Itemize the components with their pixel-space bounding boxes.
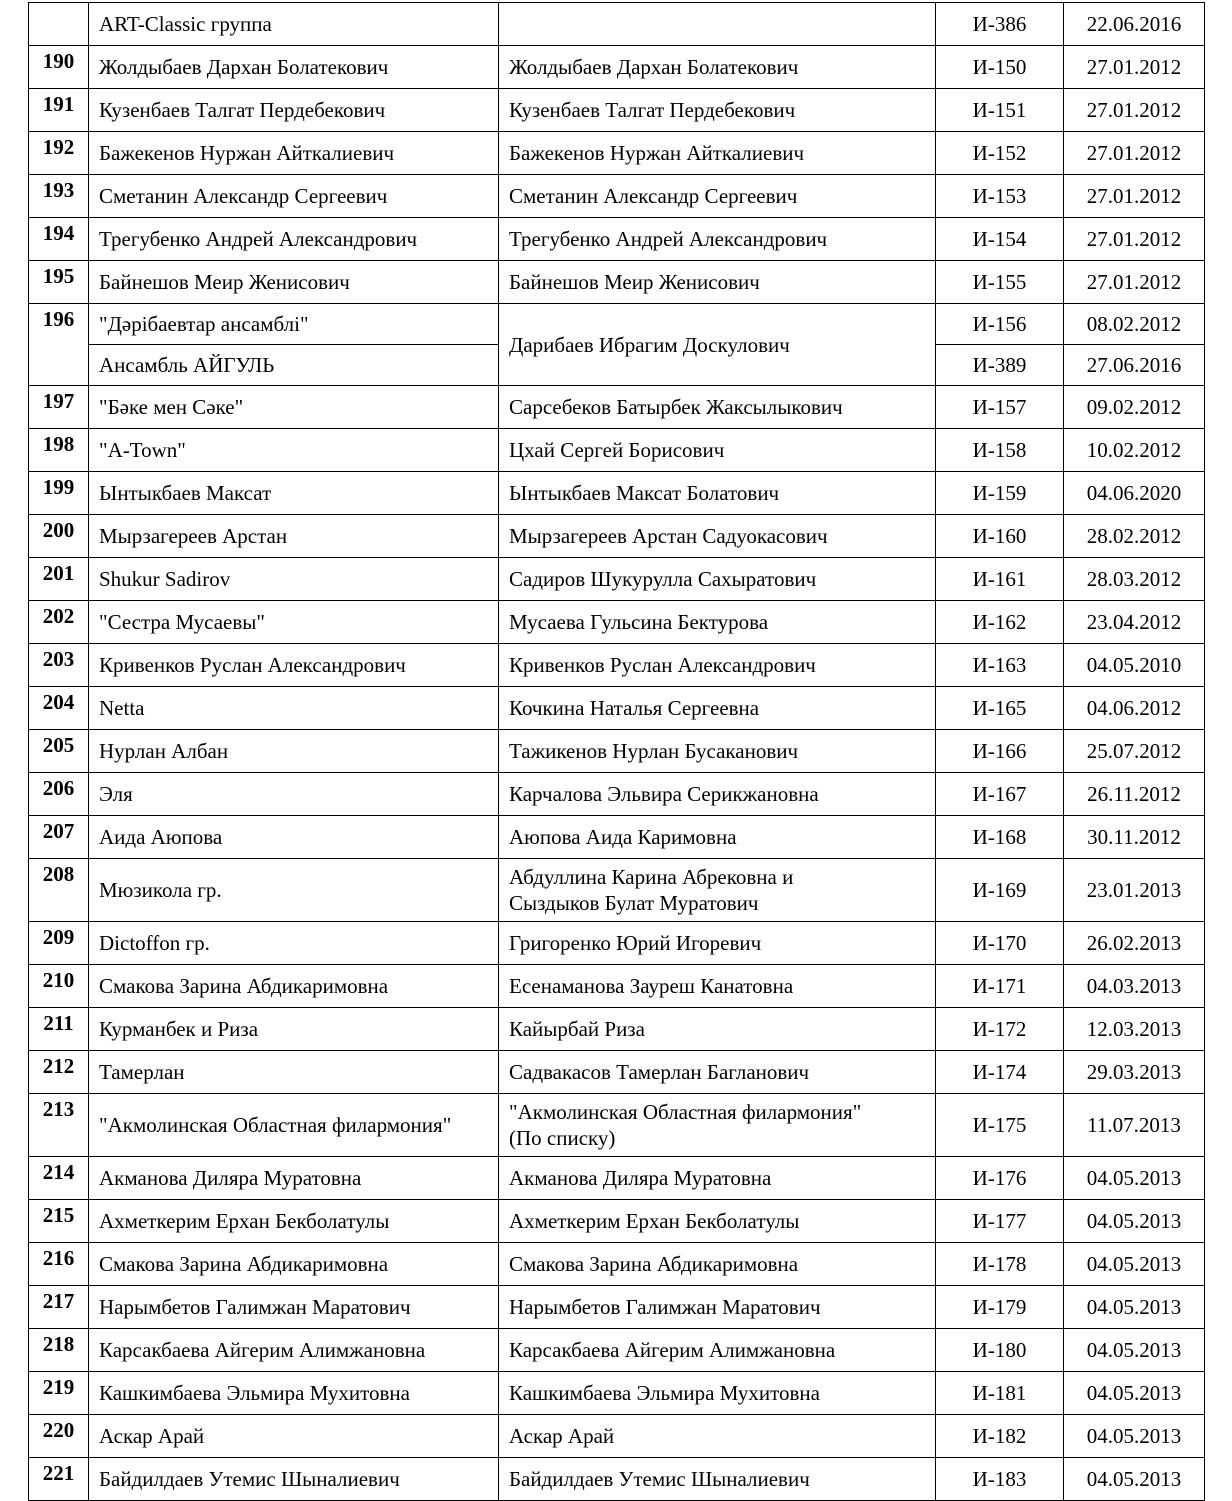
registration-code: И-389: [936, 345, 1064, 386]
registration-date: 26.11.2012: [1064, 773, 1205, 816]
performer-name: Мырзагереев Арстан: [89, 515, 499, 558]
performer-name: Курманбек и Риза: [89, 1008, 499, 1051]
rights-holder: Садиров Шукурулла Сахыратович: [499, 558, 936, 601]
table-row: [29, 1243, 1205, 1286]
performer-name: Ансамбль АЙГУЛЬ: [89, 345, 499, 386]
row-number: 205: [29, 730, 89, 773]
rights-holder: Байнешов Меир Женисович: [499, 261, 936, 304]
table-row: [29, 601, 1205, 644]
row-number: 202: [29, 601, 89, 644]
row-number: 218: [29, 1329, 89, 1372]
table-row: [29, 730, 1205, 773]
registration-code: И-179: [936, 1286, 1064, 1329]
table-row: [29, 1094, 1205, 1157]
registration-date: 25.07.2012: [1064, 730, 1205, 773]
performer-name: Dictoffon гр.: [89, 922, 499, 965]
registration-code: И-157: [936, 386, 1064, 429]
rights-holder: Цхай Сергей Борисович: [499, 429, 936, 472]
registration-code: И-159: [936, 472, 1064, 515]
row-number: 214: [29, 1157, 89, 1200]
table-row: [29, 218, 1205, 261]
row-number: 194: [29, 218, 89, 261]
row-number: 200: [29, 515, 89, 558]
registration-code: И-170: [936, 922, 1064, 965]
registration-date: 04.03.2013: [1064, 965, 1205, 1008]
row-number: 219: [29, 1372, 89, 1415]
registration-date: 04.05.2013: [1064, 1415, 1205, 1458]
row-number: 199: [29, 472, 89, 515]
performer-name: Нарымбетов Галимжан Маратович: [89, 1286, 499, 1329]
row-number: 193: [29, 175, 89, 218]
registration-code: И-168: [936, 816, 1064, 859]
registration-date: 11.07.2013: [1064, 1094, 1205, 1157]
performer-name: Смакова Зарина Абдикаримовна: [89, 1243, 499, 1286]
registration-date: 30.11.2012: [1064, 816, 1205, 859]
table-row: [29, 773, 1205, 816]
registration-date: 23.01.2013: [1064, 859, 1205, 922]
performer-name: Эля: [89, 773, 499, 816]
row-number: [29, 3, 89, 46]
registration-code: И-151: [936, 89, 1064, 132]
rights-holder: Трегубенко Андрей Александрович: [499, 218, 936, 261]
registry-table: [28, 2, 1205, 1501]
table-row: [29, 1051, 1205, 1094]
registration-code: И-183: [936, 1458, 1064, 1501]
row-number: 221: [29, 1458, 89, 1501]
registration-date: 04.05.2010: [1064, 644, 1205, 687]
performer-name: ART-Classic группа: [89, 3, 499, 46]
registration-code: И-167: [936, 773, 1064, 816]
registration-code: И-182: [936, 1415, 1064, 1458]
table-row: [29, 386, 1205, 429]
performer-name: Бажекенов Нуржан Айткалиевич: [89, 132, 499, 175]
table-row: [29, 1157, 1205, 1200]
registration-date: 23.04.2012: [1064, 601, 1205, 644]
row-number: 190: [29, 46, 89, 89]
row-number: 215: [29, 1200, 89, 1243]
rights-holder: Есенаманова Зауреш Канатовна: [499, 965, 936, 1008]
rights-holder: Бажекенов Нуржан Айткалиевич: [499, 132, 936, 175]
table-row: [29, 46, 1205, 89]
table-row: [29, 1329, 1205, 1372]
performer-name: Кривенков Руслан Александрович: [89, 644, 499, 687]
registration-date: 27.01.2012: [1064, 89, 1205, 132]
registration-code: И-158: [936, 429, 1064, 472]
rights-holder: Акманова Диляра Муратовна: [499, 1157, 936, 1200]
registration-date: 27.01.2012: [1064, 46, 1205, 89]
rights-holder: Жолдыбаев Дархан Болатекович: [499, 46, 936, 89]
registration-code: И-155: [936, 261, 1064, 304]
table-row: [29, 558, 1205, 601]
row-number: 220: [29, 1415, 89, 1458]
table-row: [29, 175, 1205, 218]
registration-date: 04.05.2013: [1064, 1286, 1205, 1329]
registration-code: И-166: [936, 730, 1064, 773]
registration-code: И-178: [936, 1243, 1064, 1286]
rights-holder: Аскар Арай: [499, 1415, 936, 1458]
table-row: [29, 261, 1205, 304]
table-row: [29, 816, 1205, 859]
performer-name: Байдилдаев Утемис Шыналиевич: [89, 1458, 499, 1501]
row-number: 217: [29, 1286, 89, 1329]
performer-name: Ынтыкбаев Максат: [89, 472, 499, 515]
table-row: [29, 922, 1205, 965]
registration-code: И-180: [936, 1329, 1064, 1372]
registration-date: 04.06.2020: [1064, 472, 1205, 515]
registration-code: И-386: [936, 3, 1064, 46]
performer-name: Shukur Sadirov: [89, 558, 499, 601]
performer-name: Аида Аюпова: [89, 816, 499, 859]
rights-holder: Садвакасов Тамерлан Багланович: [499, 1051, 936, 1094]
registration-date: 04.06.2012: [1064, 687, 1205, 730]
rights-holder: Аюпова Аида Каримовна: [499, 816, 936, 859]
rights-holder: Кривенков Руслан Александрович: [499, 644, 936, 687]
registration-code: И-177: [936, 1200, 1064, 1243]
rights-holder: "Акмолинская Областная филармония" (По списку): [499, 1094, 936, 1157]
registration-date: 04.05.2013: [1064, 1329, 1205, 1372]
row-number: 198: [29, 429, 89, 472]
rights-holder: Абдуллина Карина Абрековна и Сыздыков Булат Муратович: [499, 859, 936, 922]
registration-code: И-165: [936, 687, 1064, 730]
table-row: [29, 687, 1205, 730]
performer-name: Ахметкерим Ерхан Бекболатулы: [89, 1200, 499, 1243]
rights-holder: Кашкимбаева Эльмира Мухитовна: [499, 1372, 936, 1415]
registration-date: 27.06.2016: [1064, 345, 1205, 386]
table-row: [29, 515, 1205, 558]
table-row: [29, 89, 1205, 132]
registry-table-body: [29, 3, 1205, 1501]
performer-name: "Дәрібаевтар ансамблі": [89, 304, 499, 345]
row-number: 208: [29, 859, 89, 922]
registration-date: 10.02.2012: [1064, 429, 1205, 472]
rights-holder: Карсакбаева Айгерим Алимжановна: [499, 1329, 936, 1372]
rights-holder: Тажикенов Нурлан Бусаканович: [499, 730, 936, 773]
registration-code: И-162: [936, 601, 1064, 644]
row-number: 196: [29, 304, 89, 386]
rights-holder: Байдилдаев Утемис Шыналиевич: [499, 1458, 936, 1501]
registration-date: 27.01.2012: [1064, 132, 1205, 175]
table-row: [29, 1458, 1205, 1501]
table-row: [29, 429, 1205, 472]
performer-name: Кашкимбаева Эльмира Мухитовна: [89, 1372, 499, 1415]
registration-date: 28.03.2012: [1064, 558, 1205, 601]
performer-name: Карсакбаева Айгерим Алимжановна: [89, 1329, 499, 1372]
performer-name: "Сестра Мусаевы": [89, 601, 499, 644]
row-number: 209: [29, 922, 89, 965]
row-number: 197: [29, 386, 89, 429]
registration-code: И-153: [936, 175, 1064, 218]
rights-holder: Кузенбаев Талгат Пердебекович: [499, 89, 936, 132]
rights-holder: Ахметкерим Ерхан Бекболатулы: [499, 1200, 936, 1243]
rights-holder: Дарибаев Ибрагим Доскулович: [499, 304, 936, 386]
row-number: 212: [29, 1051, 89, 1094]
registration-code: И-171: [936, 965, 1064, 1008]
row-number: 203: [29, 644, 89, 687]
table-row: [29, 3, 1205, 46]
rights-holder: Сарсебеков Батырбек Жаксылыкович: [499, 386, 936, 429]
rights-holder: Кайырбай Риза: [499, 1008, 936, 1051]
row-number: 211: [29, 1008, 89, 1051]
performer-name: Трегубенко Андрей Александрович: [89, 218, 499, 261]
performer-name: "Бәке мен Сәке": [89, 386, 499, 429]
registration-date: 12.03.2013: [1064, 1008, 1205, 1051]
registration-date: 28.02.2012: [1064, 515, 1205, 558]
rights-holder: Карчалова Эльвира Серикжановна: [499, 773, 936, 816]
registration-code: И-150: [936, 46, 1064, 89]
registration-date: 29.03.2013: [1064, 1051, 1205, 1094]
registration-date: 04.05.2013: [1064, 1243, 1205, 1286]
row-number: 210: [29, 965, 89, 1008]
registration-code: И-175: [936, 1094, 1064, 1157]
row-number: 192: [29, 132, 89, 175]
rights-holder: Ынтыкбаев Максат Болатович: [499, 472, 936, 515]
performer-name: Сметанин Александр Сергеевич: [89, 175, 499, 218]
table-row: [29, 644, 1205, 687]
rights-holder: Сметанин Александр Сергеевич: [499, 175, 936, 218]
table-row: [29, 965, 1205, 1008]
row-number: 207: [29, 816, 89, 859]
row-number: 206: [29, 773, 89, 816]
registration-date: 04.05.2013: [1064, 1458, 1205, 1501]
registration-date: 04.05.2013: [1064, 1200, 1205, 1243]
rights-holder: Нарымбетов Галимжан Маратович: [499, 1286, 936, 1329]
table-row: [29, 1372, 1205, 1415]
registration-date: 27.01.2012: [1064, 218, 1205, 261]
performer-name: Аскар Арай: [89, 1415, 499, 1458]
performer-name: Смакова Зарина Абдикаримовна: [89, 965, 499, 1008]
rights-holder: Мусаева Гульсина Бектурова: [499, 601, 936, 644]
table-row: [29, 1415, 1205, 1458]
performer-name: Нурлан Албан: [89, 730, 499, 773]
table-row: [29, 1200, 1205, 1243]
registration-date: 08.02.2012: [1064, 304, 1205, 345]
registration-date: 04.05.2013: [1064, 1157, 1205, 1200]
registration-date: 04.05.2013: [1064, 1372, 1205, 1415]
registration-date: 22.06.2016: [1064, 3, 1205, 46]
row-number: 213: [29, 1094, 89, 1157]
rights-holder: Григоренко Юрий Игоревич: [499, 922, 936, 965]
table-row: [29, 859, 1205, 922]
table-row: [29, 304, 1205, 345]
registration-code: И-172: [936, 1008, 1064, 1051]
performer-name: Акманова Диляра Муратовна: [89, 1157, 499, 1200]
performer-name: Мюзикола гр.: [89, 859, 499, 922]
row-number: 191: [29, 89, 89, 132]
registration-code: И-154: [936, 218, 1064, 261]
table-row: [29, 132, 1205, 175]
registration-code: И-163: [936, 644, 1064, 687]
registration-code: И-169: [936, 859, 1064, 922]
row-number: 204: [29, 687, 89, 730]
performer-name: "Акмолинская Областная филармония": [89, 1094, 499, 1157]
registration-date: 27.01.2012: [1064, 261, 1205, 304]
row-number: 201: [29, 558, 89, 601]
registration-date: 26.02.2013: [1064, 922, 1205, 965]
row-number: 216: [29, 1243, 89, 1286]
registration-code: И-160: [936, 515, 1064, 558]
registration-code: И-181: [936, 1372, 1064, 1415]
registration-date: 09.02.2012: [1064, 386, 1205, 429]
table-row: [29, 1286, 1205, 1329]
table-row: [29, 1008, 1205, 1051]
performer-name: Байнешов Меир Женисович: [89, 261, 499, 304]
rights-holder: Кочкина Наталья Сергеевна: [499, 687, 936, 730]
registration-code: И-161: [936, 558, 1064, 601]
performer-name: Жолдыбаев Дархан Болатекович: [89, 46, 499, 89]
registration-code: И-152: [936, 132, 1064, 175]
performer-name: Тамерлан: [89, 1051, 499, 1094]
performer-name: Netta: [89, 687, 499, 730]
registration-date: 27.01.2012: [1064, 175, 1205, 218]
performer-name: Кузенбаев Талгат Пердебекович: [89, 89, 499, 132]
rights-holder: Смакова Зарина Абдикаримовна: [499, 1243, 936, 1286]
registration-code: И-156: [936, 304, 1064, 345]
performer-name: "A-Town": [89, 429, 499, 472]
rights-holder: [499, 3, 936, 46]
table-row: [29, 472, 1205, 515]
registration-code: И-174: [936, 1051, 1064, 1094]
rights-holder: Мырзагереев Арстан Садуокасович: [499, 515, 936, 558]
registration-code: И-176: [936, 1157, 1064, 1200]
row-number: 195: [29, 261, 89, 304]
